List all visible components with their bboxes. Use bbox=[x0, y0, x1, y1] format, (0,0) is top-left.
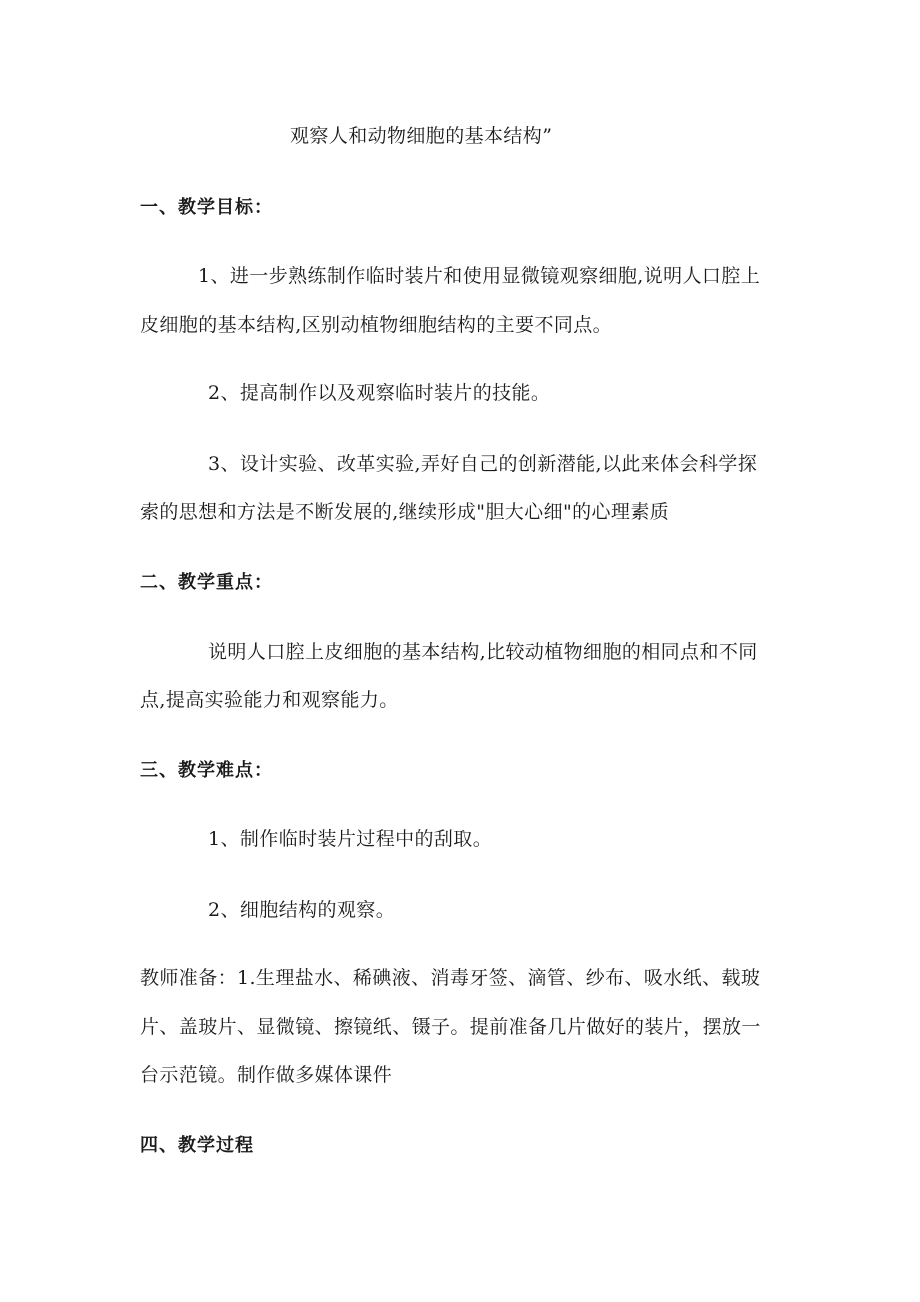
section-heading-key-points: 二、教学重点： bbox=[140, 572, 273, 593]
difficulty-item-2: 2、细胞结构的观察。 bbox=[208, 899, 396, 921]
section-heading-process: 四、教学过程 bbox=[140, 1135, 254, 1156]
difficulty-item-1: 1、制作临时装片过程中的刮取。 bbox=[208, 828, 493, 850]
objective-item-1-line-2: 皮细胞的基本结构,区别动植物细胞结构的主要不同点。 bbox=[140, 314, 613, 336]
key-points-line-2: 点,提高实验能力和观察能力。 bbox=[140, 689, 399, 711]
section-heading-difficulties: 三、教学难点： bbox=[140, 760, 273, 781]
objective-item-3-line-1: 3、设计实验、改革实验,弄好自己的创新潜能,以此来体会科学探 bbox=[208, 453, 758, 475]
document-title: 观察人和动物细胞的基本结构” bbox=[290, 125, 553, 147]
preparation-line-1: 教师准备：1.生理盐水、稀碘液、消毒牙签、滴管、纱布、吸水纸、载玻 bbox=[140, 967, 761, 989]
preparation-line-2: 片、盖玻片、显微镜、擦镜纸、镊子。提前准备几片做好的装片，摆放一 bbox=[140, 1016, 761, 1038]
key-points-line-1: 说明人口腔上皮细胞的基本结构,比较动植物细胞的相同点和不同 bbox=[208, 641, 758, 663]
objective-item-3-line-2: 索的思想和方法是不断发展的,继续形成"胆大心细"的心理素质 bbox=[140, 501, 670, 523]
preparation-line-3: 台示范镜。制作做多媒体课件 bbox=[140, 1064, 393, 1086]
section-heading-objectives: 一、教学目标： bbox=[140, 197, 273, 218]
objective-item-2: 2、提高制作以及观察临时装片的技能。 bbox=[208, 382, 551, 404]
objective-item-1-line-1: 1、进一步熟练制作临时装片和使用显微镜观察细胞,说明人口腔上 bbox=[198, 265, 761, 287]
